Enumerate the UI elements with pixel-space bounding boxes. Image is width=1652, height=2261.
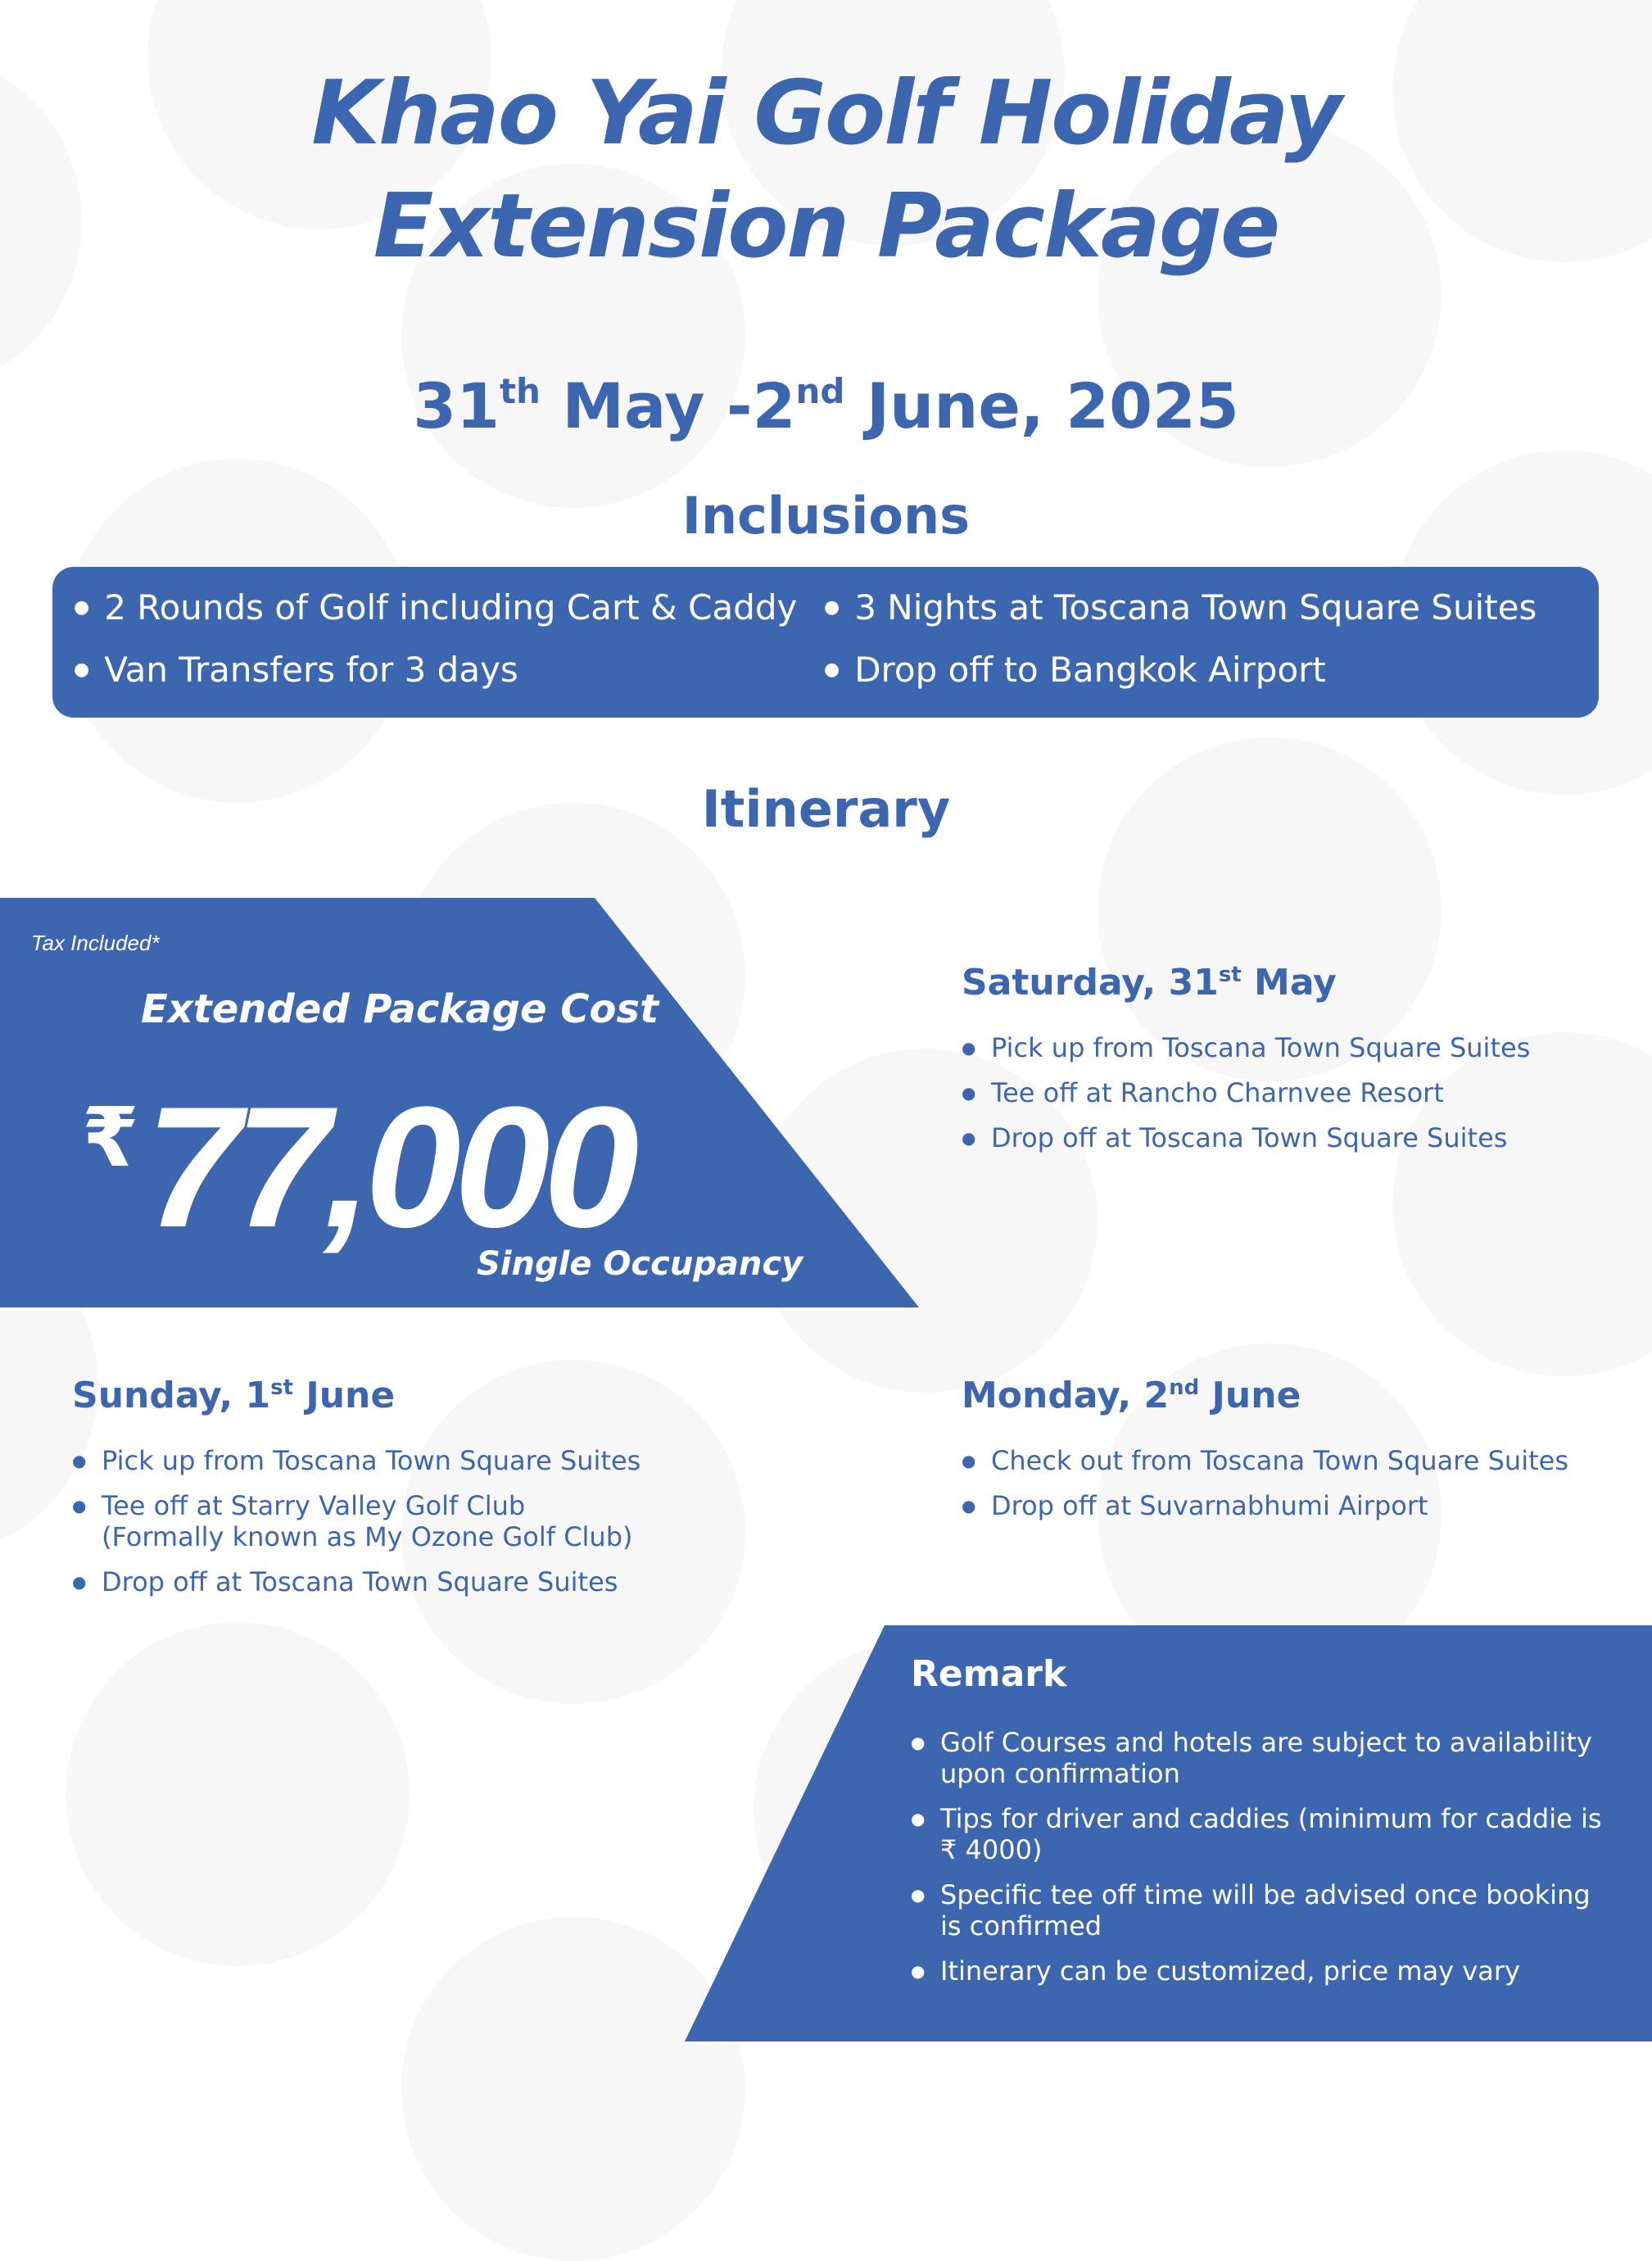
day-monday — [962, 1363, 1617, 1535]
remark-item: ● Itinerary can be customized, price may vary — [911, 1955, 1615, 1987]
remark-section — [911, 1650, 1615, 2000]
tax-note: Tax Included* — [31, 931, 160, 955]
event-dates — [0, 351, 1652, 447]
list-item: ● Pick up from Toscana Town Square Suites — [962, 1032, 1584, 1063]
cost-heading: Extended Package Cost — [141, 986, 659, 1032]
day-suffix: st — [270, 1375, 293, 1400]
day-suffix: st — [1218, 963, 1242, 987]
list-item-line: (Formally known as My Ozone Golf Club) — [102, 1521, 633, 1552]
page-title-line-2: Extension Package — [373, 175, 1279, 278]
list-item: ● Drop off at Suvarnabhumi Airport — [962, 1490, 1617, 1521]
itinerary-heading: Itinerary — [701, 779, 951, 839]
day-month: June — [1211, 1375, 1301, 1416]
inclusion-item: ● Drop off to Bangkok Airport — [824, 647, 1326, 693]
day-title — [72, 1363, 809, 1420]
inclusion-item: ● 3 Nights at Toscana Town Square Suites — [824, 585, 1537, 631]
day-suffix: nd — [1169, 1375, 1200, 1400]
inclusion-item: ● 2 Rounds of Golf including Cart & Caddy — [74, 585, 797, 631]
background-circle — [66, 1622, 410, 1966]
occupancy-label: Single Occupancy — [477, 1245, 803, 1283]
end-day: 2 — [752, 369, 796, 442]
end-day-suffix: nd — [795, 371, 845, 411]
remark-item: ● Golf Courses and hotels are subject to availability upon confirmation — [911, 1727, 1615, 1789]
inclusions-heading: Inclusions — [681, 486, 971, 546]
day-title — [962, 1363, 1617, 1420]
page-title-line-1: Khao Yai Golf Holiday — [311, 62, 1341, 165]
day-items — [962, 1445, 1617, 1521]
day-name: Saturday, 31 — [962, 962, 1219, 1004]
start-month: May — [562, 369, 705, 442]
day-name: Monday, 2 — [962, 1375, 1170, 1416]
inclusions-box — [52, 567, 1599, 718]
currency-symbol: ₹ — [82, 1090, 139, 1185]
inclusion-item: ● Van Transfers for 3 days — [74, 647, 518, 693]
list-item: ● Pick up from Toscana Town Square Suites — [72, 1445, 809, 1476]
day-items — [962, 1032, 1584, 1153]
day-saturday — [962, 950, 1584, 1167]
list-item: ● Tee off at Rancho Charnvee Resort — [962, 1077, 1584, 1108]
end-date-rest: June, 2025 — [866, 369, 1239, 442]
list-item-line: ● Tee off at Starry Valley Golf Club — [102, 1490, 526, 1521]
day-month: May — [1254, 962, 1337, 1004]
list-item: ● Drop off at Toscana Town Square Suites — [72, 1566, 809, 1597]
remark-item: ● Specific tee off time will be advised once booking is confirmed — [911, 1879, 1615, 1942]
remark-heading: Remark — [911, 1653, 1067, 1695]
cost-amount: 77,000 — [146, 1071, 633, 1263]
start-day-suffix: th — [499, 371, 541, 411]
list-item: ● Drop off at Toscana Town Square Suites — [962, 1122, 1584, 1153]
day-title — [962, 950, 1584, 1008]
day-sunday — [72, 1363, 809, 1611]
remark-items — [911, 1727, 1615, 1987]
remark-item: ● Tips for driver and caddies (minimum for caddie is ₹ 4000) — [911, 1803, 1615, 1865]
list-item — [72, 1490, 809, 1552]
day-items — [72, 1445, 809, 1597]
day-month: June — [306, 1375, 396, 1416]
start-day: 31 — [413, 369, 500, 442]
day-name: Sunday, 1 — [72, 1375, 271, 1416]
list-item: ● Check out from Toscana Town Square Suites — [962, 1445, 1617, 1476]
date-separator: - — [726, 369, 753, 442]
